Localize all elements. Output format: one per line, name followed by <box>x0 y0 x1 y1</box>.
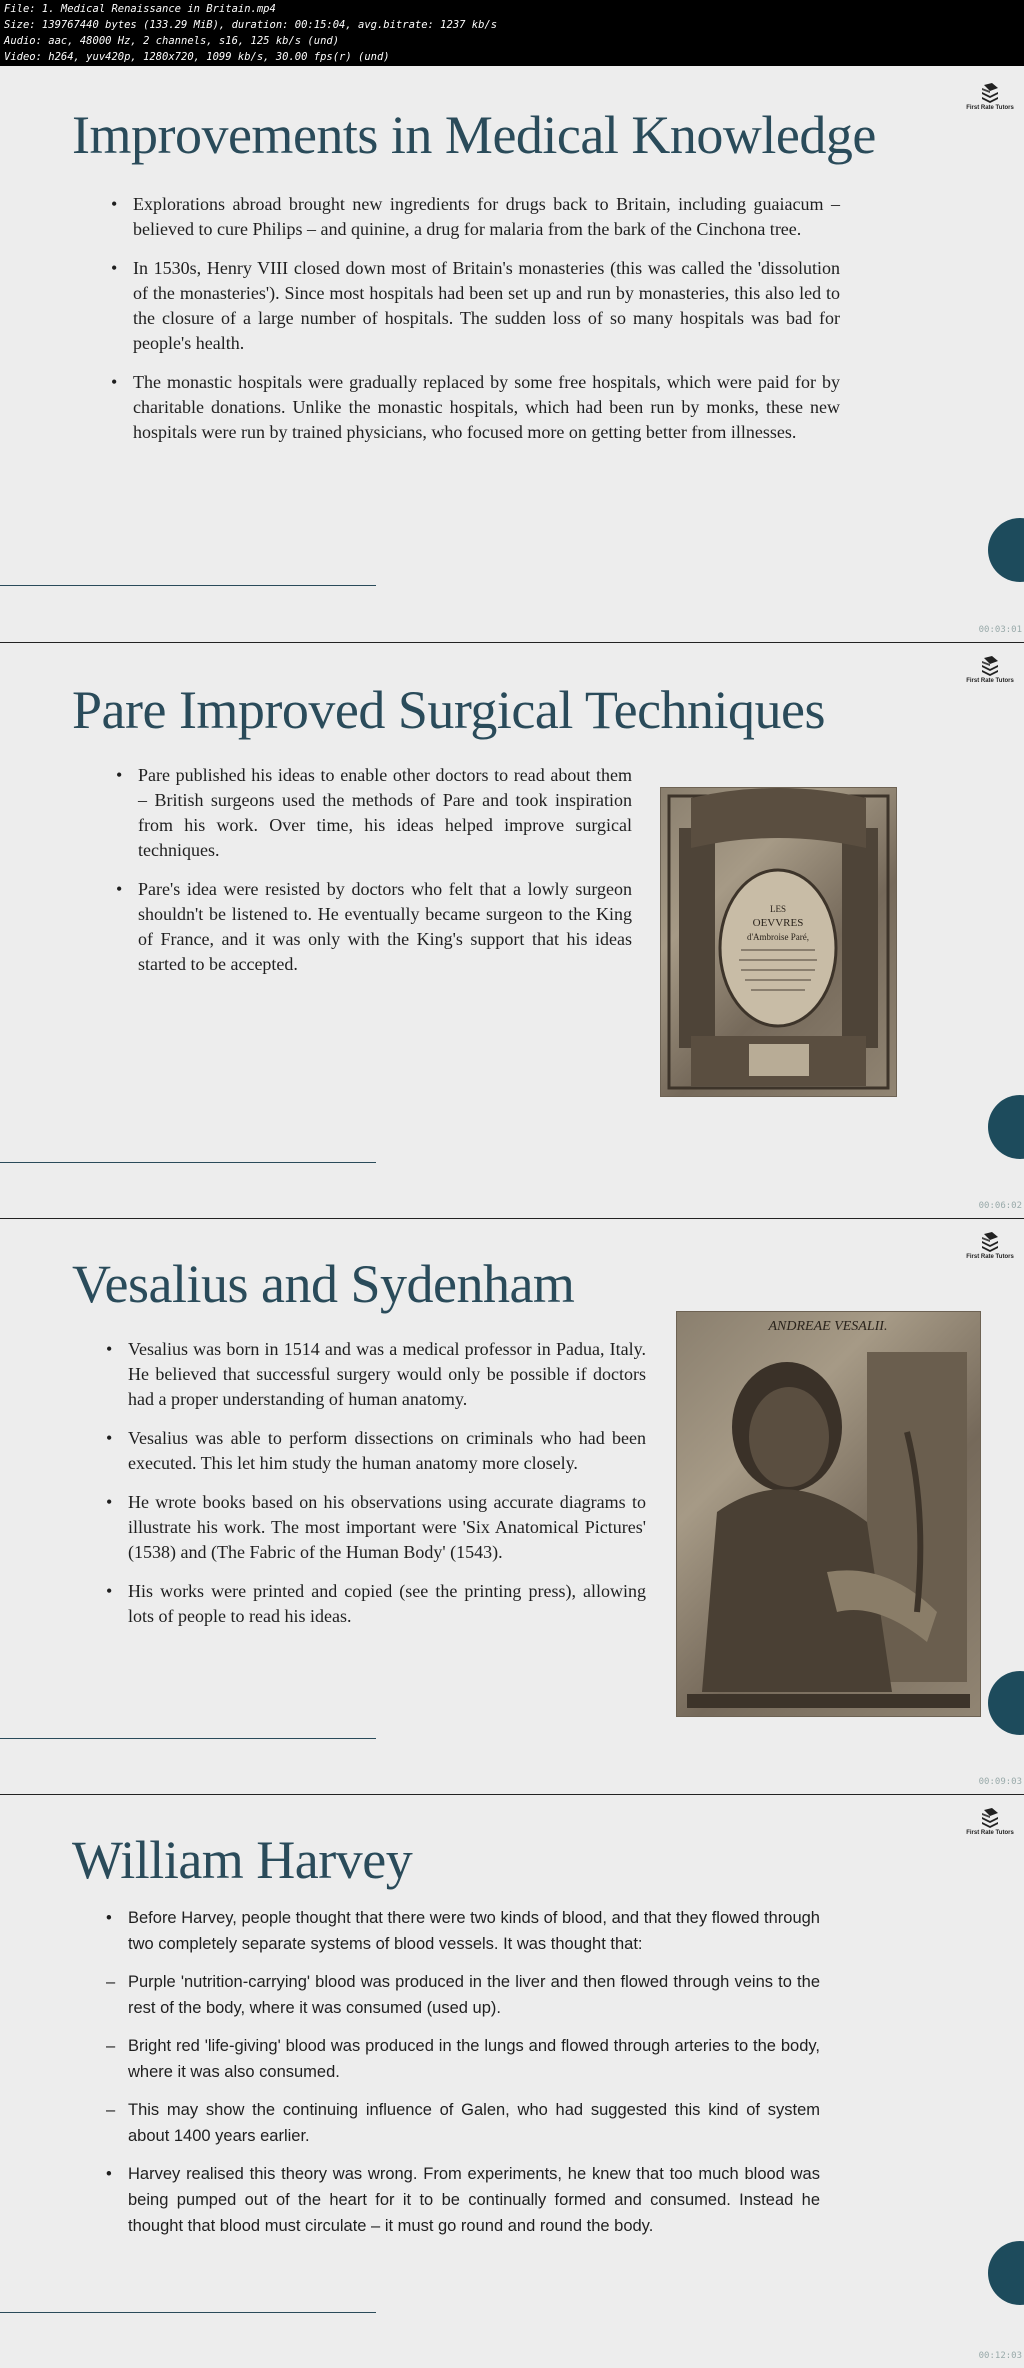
bullet-text: This may show the continuing influence of Galen, who had suggested this kind of system about 1400 years earlier. <box>128 2101 820 2145</box>
slide-harvey <box>0 1795 1024 2368</box>
slide-title: William Harvey <box>72 1830 413 1890</box>
books-icon <box>979 1807 1001 1829</box>
bullet-text: Bright red 'life-giving' blood was produced in the lungs and flowed through arteries to the body, where it was also consumed. <box>128 2037 820 2081</box>
sub-bullet-item: – Purple 'nutrition-carrying' blood was produced in the liver and then flowed through veins to the rest of the body, where it was consumed (used up). <box>106 1973 820 2017</box>
vesalius-portrait-image <box>676 1311 981 1717</box>
slide-pare <box>0 643 1024 1218</box>
bullet-item: • Harvey realised this theory was wrong. From experiments, he knew that too much blood was being pumped out of the heart for it to be continually formed and consumed. Instead he thought that blood must circulate – it must go round and round the body. <box>106 2165 820 2235</box>
accent-line <box>0 2312 376 2313</box>
accent-line <box>0 585 376 586</box>
sub-bullet-item: – Bright red 'life-giving' blood was produced in the lungs and flowed through arteries to the body, where it was also consumed. <box>106 2037 820 2081</box>
bullet-item: • In 1530s, Henry VIII closed down most of Britain's monasteries (this was called the 'dissolution of the monasteries'). Since most hospitals had been set up and run by monasteries, this also led to the closure of a large number of hospitals. The sudden loss of so many hospitals was bad for people's health. <box>111 258 840 353</box>
bullet-item: • Pare published his ideas to enable other doctors to read about them – British surgeons used the methods of Pare and took inspiration from his work. Over time, his ideas helped improve surgical techniques. <box>116 765 632 860</box>
accent-circle <box>988 1095 1024 1159</box>
bullet-list <box>105 192 840 459</box>
logo <box>962 82 1018 111</box>
portrait-caption: ANDREAE VESALII. <box>768 1319 888 1334</box>
books-icon <box>979 655 1001 677</box>
bullet-text: Explorations abroad brought new ingredients for drugs back to Britain, including guaiacum – believed to cure Philips – and quinine, a drug for malaria from the bark of the Cinchona tree. <box>133 194 840 239</box>
accent-circle <box>988 1671 1024 1735</box>
bullet-list <box>100 1905 820 2251</box>
slide-title: Improvements in Medical Knowledge <box>72 105 876 165</box>
books-icon <box>979 1231 1001 1253</box>
video-info-bar <box>0 0 1024 66</box>
slide-improvements <box>0 66 1024 642</box>
logo <box>962 655 1018 684</box>
file-size-line: Size: 139767440 bytes (133.29 MiB), duration: 00:15:04, avg.bitrate: 1237 kb/s <box>4 19 498 31</box>
timestamp: 00:12:03 <box>978 2351 1022 2361</box>
bullet-text: Before Harvey, people thought that there were two kinds of blood, and that they flowed through two completely separate systems of blood vessels. It was thought that: <box>128 1909 820 1953</box>
bullet-item: • Pare's idea were resisted by doctors who felt that a lowly surgeon shouldn't be listened to. He eventually became surgeon to the King of France, and it was only with the King's support that his ideas started to be accepted. <box>116 879 632 974</box>
bullet-text: Vesalius was able to perform dissections on criminals who had been executed. This let him study the human anatomy more closely. <box>128 1428 646 1473</box>
slide-title: Vesalius and Sydenham <box>72 1254 575 1314</box>
slide-vesalius <box>0 1219 1024 1794</box>
bullet-text: In 1530s, Henry VIII closed down most of Britain's monasteries (this was called the 'dissolution of the monasteries'). Since most hospitals had been set up and run by monasteries, this also led to the closure of a large number of hospitals. The sudden loss of so many hospitals was bad for people's health. <box>133 258 840 353</box>
svg-text:OEVVRES: OEVVRES <box>752 917 804 929</box>
timestamp: 00:03:01 <box>978 625 1022 635</box>
bullet-text: Purple 'nutrition-carrying' blood was produced in the liver and then flowed through veins to the rest of the body, where it was consumed (used up). <box>128 1973 820 2017</box>
accent-circle <box>988 518 1024 582</box>
svg-text:d'Ambroise Paré,: d'Ambroise Paré, <box>746 932 810 942</box>
timestamp: 00:06:02 <box>978 1201 1022 1211</box>
bullet-text: Pare's idea were resisted by doctors who felt that a lowly surgeon shouldn't be listened to. He eventually became surgeon to the King of France, and it was only with the King's support that his ideas started to be accepted. <box>138 879 632 974</box>
svg-text:LES: LES <box>769 904 787 914</box>
bullet-item: • Vesalius was born in 1514 and was a medical professor in Padua, Italy. He believed that successful surgery would only be possible if doctors had a proper understanding of human anatomy. <box>106 1339 646 1409</box>
books-icon <box>979 82 1001 104</box>
bullet-text: The monastic hospitals were gradually replaced by some free hospitals, which were paid for by charitable donations. Unlike the monastic hospitals, which had been run by monks, these new hospitals were run by trained physicians, who focused more on getting better from illnesses. <box>133 372 840 442</box>
bullet-item: • Before Harvey, people thought that there were two kinds of blood, and that they flowed through two completely separate systems of blood vessels. It was thought that: <box>106 1909 820 1953</box>
logo <box>962 1807 1018 1836</box>
bullet-text: Vesalius was born in 1514 and was a medical professor in Padua, Italy. He believed that successful surgery would only be possible if doctors had a proper understanding of human anatomy. <box>128 1339 646 1409</box>
logo-text: First Rate Tutors <box>966 1254 1014 1260</box>
bullet-list <box>100 1337 646 1643</box>
bullet-text: Pare published his ideas to enable other doctors to read about them – British surgeons used the methods of Pare and took inspiration from his work. Over time, his ideas helped improve surgical techniques. <box>138 765 632 860</box>
accent-line <box>0 1738 376 1739</box>
sub-bullet-item: – This may show the continuing influence of Galen, who had suggested this kind of system about 1400 years earlier. <box>106 2101 820 2145</box>
bullet-list <box>110 763 632 991</box>
bullet-text: Harvey realised this theory was wrong. From experiments, he knew that too much blood was being pumped out of the heart for it to be continually formed and consumed. Instead he thought that blood must circulate – it must go round and round the body. <box>128 2165 820 2235</box>
timestamp: 00:09:03 <box>978 1777 1022 1787</box>
bullet-item: • Vesalius was able to perform dissections on criminals who had been executed. This let him study the human anatomy more closely. <box>106 1428 646 1473</box>
logo-text: First Rate Tutors <box>966 105 1014 111</box>
bullet-item: • The monastic hospitals were gradually replaced by some free hospitals, which were paid for by charitable donations. Unlike the monastic hospitals, which had been run by monks, these new hospitals were run by trained physicians, who focused more on getting better from illnesses. <box>111 372 840 442</box>
bullet-text: He wrote books based on his observations using accurate diagrams to illustrate his work. The most important were 'Six Anatomical Pictures' (1538) and (The Fabric of the Human Body' (1543). <box>128 1492 646 1562</box>
accent-circle <box>988 2241 1024 2305</box>
audio-info-line: Audio: aac, 48000 Hz, 2 channels, s16, 125 kb/s (und) <box>4 35 340 47</box>
bullet-text: His works were printed and copied (see the printing press), allowing lots of people to read his ideas. <box>128 1581 646 1626</box>
bullet-item: • Explorations abroad brought new ingredients for drugs back to Britain, including guaiacum – believed to cure Philips – and quinine, a drug for malaria from the bark of the Cinchona tree. <box>111 194 840 239</box>
bullet-item: • He wrote books based on his observations using accurate diagrams to illustrate his work. The most important were 'Six Anatomical Pictures' (1538) and (The Fabric of the Human Body' (1543). <box>106 1492 646 1562</box>
pare-title-page-image <box>660 787 897 1097</box>
logo-text: First Rate Tutors <box>966 678 1014 684</box>
logo <box>962 1231 1018 1260</box>
accent-line <box>0 1162 376 1163</box>
file-name-line: File: 1. Medical Renaissance in Britain.mp4 <box>4 3 276 15</box>
logo-text: First Rate Tutors <box>966 1830 1014 1836</box>
slide-title: Pare Improved Surgical Techniques <box>72 680 826 740</box>
bullet-item: • His works were printed and copied (see the printing press), allowing lots of people to read his ideas. <box>106 1581 646 1626</box>
video-info-line: Video: h264, yuv420p, 1280x720, 1099 kb/s, 30.00 fps(r) (und) <box>4 51 390 63</box>
